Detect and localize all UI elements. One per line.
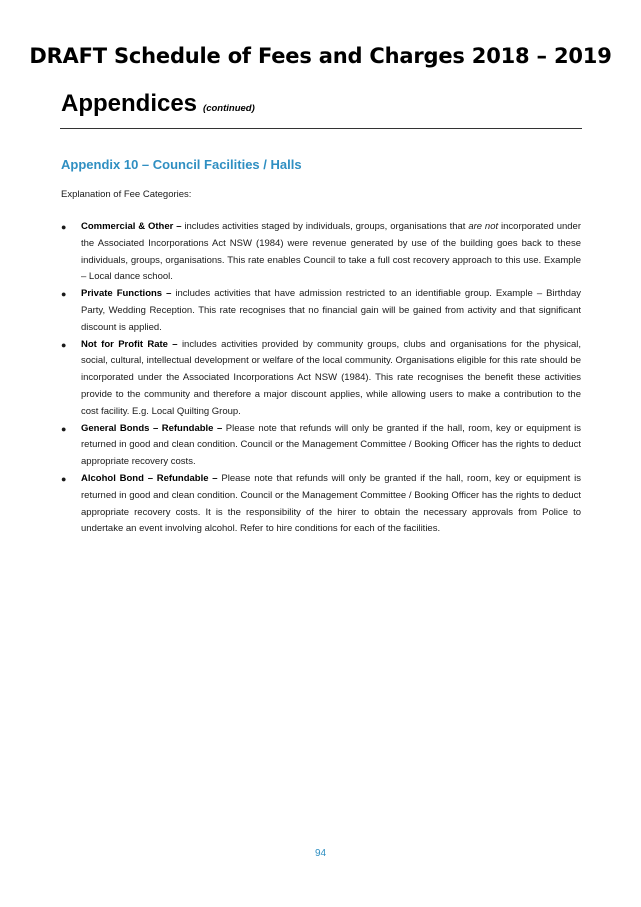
appendix-title: Appendix 10 – Council Facilities / Halls <box>61 157 302 172</box>
item-text: incorporated under the Associated Incorporations Act NSW (1984) were revenue generated by use of the building goes back to these individuals, groups, organisations. This rate enables Council to take a full cost recovery approach to this use. Example – Local dance school. <box>81 221 582 283</box>
bullet-icon: ● <box>61 339 67 350</box>
page-number: 94 <box>314 848 327 859</box>
bullet-icon: ● <box>61 473 67 484</box>
section-note: (continued) <box>203 103 255 114</box>
item-term: Alcohol Bond – Refundable – <box>81 472 218 484</box>
list-item <box>61 337 581 421</box>
bullet-icon: ● <box>61 222 67 232</box>
item-term: Private Functions – <box>81 288 172 300</box>
section-title: Appendices <box>61 90 198 117</box>
bullet-icon: ● <box>61 423 67 434</box>
document-title: DRAFT Schedule of Fees and Charges 2018 – 2019 <box>29 44 612 68</box>
section-heading <box>61 90 255 118</box>
list-item <box>61 421 581 471</box>
list-item <box>61 286 581 336</box>
item-text: includes activities provided by community groups, clubs and organisations for the physical, social, cultural, intellectual development or welfare of the local community. Organisations eligible for this rate should be incorporated under the Associated Incorporations Act NSW (1984). This rate recognises the benefit these activities provide to the community and therefore a major discount applies, while allowing users to make a contribution to the cost facility. E.g. Local Quilting Group. <box>81 338 581 417</box>
item-term: General Bonds – Refundable – <box>81 422 223 434</box>
item-text: Please note that refunds will only be granted if the hall, room, key or equipment is returned in good and clean condition. Council or the Management Committee / Booking Officer has the rights to deduct appropriate recovery costs. <box>81 422 581 468</box>
list-item <box>61 219 581 286</box>
item-term: Not for Profit Rate – <box>81 338 178 350</box>
item-emphasis: are not <box>468 221 499 232</box>
bullet-icon: ● <box>61 289 67 300</box>
item-text: includes activities staged by individuals, groups, organisations that <box>181 221 469 232</box>
item-term: Commercial & Other – <box>81 221 182 232</box>
fee-category-list <box>61 219 581 538</box>
item-text: Please note that refunds will only be granted if the hall, room, key or equipment is returned in good and clean condition. Council or the Management Committee / Booking Officer has the rights to deduct appropriate recovery costs. It is the responsibility of the hirer to obtain the necessary approvals from Police to undertake an event involving alcohol. Refer to hire conditions for each of the facilities. <box>81 472 581 535</box>
intro-text: Explanation of Fee Categories: <box>61 189 192 200</box>
item-text: includes activities that have admission restricted to an identifiable group. Example – Birthday Party, Wedding Reception. This rate recognises that no financial gain will be gained from activity and that significant discount is applied. <box>81 288 581 333</box>
horizontal-rule <box>60 128 582 129</box>
list-item <box>61 471 581 538</box>
